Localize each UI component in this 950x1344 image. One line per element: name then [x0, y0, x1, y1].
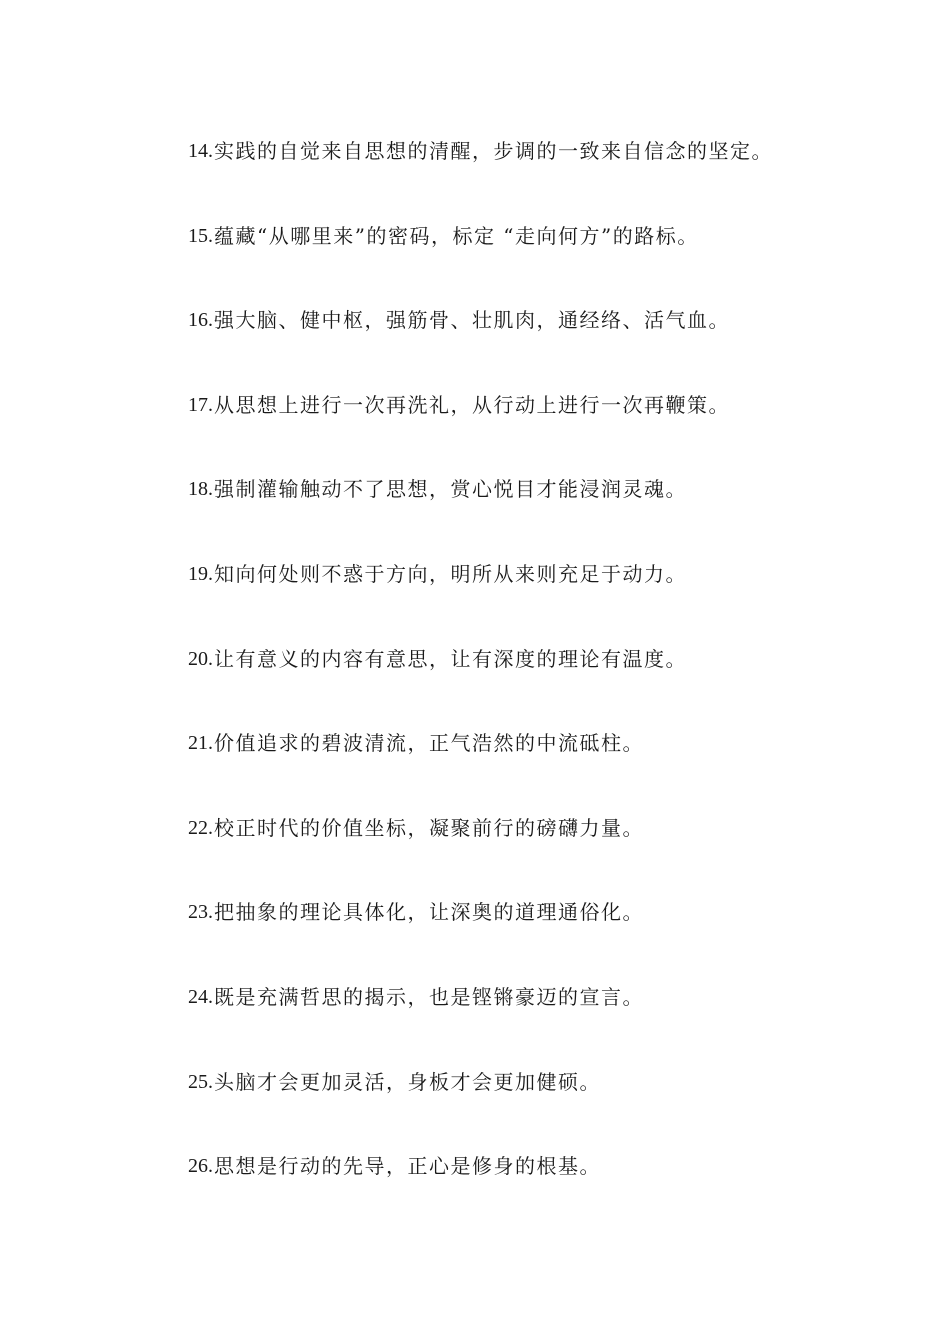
list-item: 14 . 实践的自觉来自思想的清醒，步调的一致来自信念的坚定。	[188, 136, 888, 221]
item-number: 17	[188, 393, 208, 416]
item-number: 18	[188, 478, 208, 501]
list-item: 15 . 蕴藏“从哪里来”的密码，标定 “走向何方”的路标。	[188, 221, 888, 306]
item-number: 26	[188, 1155, 208, 1178]
item-number: 25	[188, 1070, 208, 1093]
item-number: 16	[188, 309, 208, 332]
item-number: 21	[188, 732, 208, 755]
list-item: 16 . 强大脑、健中枢，强筋骨、壮肌肉，通经络、活气血。	[188, 305, 888, 390]
item-text: 强制灌输触动不了思想，赏心悦目才能浸润灵魂。	[214, 477, 687, 502]
list-item: 19 . 知向何处则不惑于方向，明所从来则充足于动力。	[188, 559, 888, 644]
list-item: 20 . 让有意义的内容有意思，让有深度的理论有温度。	[188, 644, 888, 729]
item-number: 15	[188, 224, 208, 247]
item-text: 知向何处则不惑于方向，明所从来则充足于动力。	[214, 561, 687, 586]
item-text: 实践的自觉来自思想的清醒，步调的一致来自信念的坚定。	[214, 139, 773, 163]
item-text: 蕴藏“从哪里来”的密码，标定 “走向何方”的路标。	[214, 223, 699, 248]
list-item: 26 . 思想是行动的先导，正心是修身的根基。	[188, 1151, 888, 1236]
item-text: 既是充满哲思的揭示，也是铿锵豪迈的宣言。	[214, 984, 644, 1009]
item-text: 思想是行动的先导，正心是修身的根基。	[214, 1154, 601, 1179]
item-text: 价值追求的碧波清流，正气浩然的中流砥柱。	[214, 731, 644, 756]
item-number: 23	[188, 901, 208, 924]
item-text: 头脑才会更加灵活，身板才会更加健硕。	[214, 1069, 601, 1094]
item-number: 14	[188, 140, 208, 162]
list-item: 24 . 既是充满哲思的揭示，也是铿锵豪迈的宣言。	[188, 982, 888, 1067]
item-number: 22	[188, 816, 208, 839]
item-number: 24	[188, 985, 208, 1008]
list-item: 23 . 把抽象的理论具体化，让深奥的道理通俗化。	[188, 897, 888, 982]
item-text: 让有意义的内容有意思，让有深度的理论有温度。	[214, 646, 687, 671]
list-item: 18 . 强制灌输触动不了思想，赏心悦目才能浸润灵魂。	[188, 474, 888, 559]
item-number: 19	[188, 562, 208, 585]
list-item: 22 . 校正时代的价值坐标，凝聚前行的磅礴力量。	[188, 813, 888, 898]
item-text: 强大脑、健中枢，强筋骨、壮肌肉，通经络、活气血。	[214, 308, 730, 333]
item-text: 把抽象的理论具体化，让深奥的道理通俗化。	[214, 900, 644, 925]
item-text: 校正时代的价值坐标，凝聚前行的磅礴力量。	[214, 815, 644, 840]
list-item: 17 . 从思想上进行一次再洗礼，从行动上进行一次再鞭策。	[188, 390, 888, 475]
item-text: 从思想上进行一次再洗礼，从行动上进行一次再鞭策。	[214, 392, 730, 417]
list-item: 21 . 价值追求的碧波清流，正气浩然的中流砥柱。	[188, 728, 888, 813]
list-item: 25 . 头脑才会更加灵活，身板才会更加健硕。	[188, 1067, 888, 1152]
numbered-list	[188, 136, 888, 1236]
item-number: 20	[188, 647, 208, 670]
